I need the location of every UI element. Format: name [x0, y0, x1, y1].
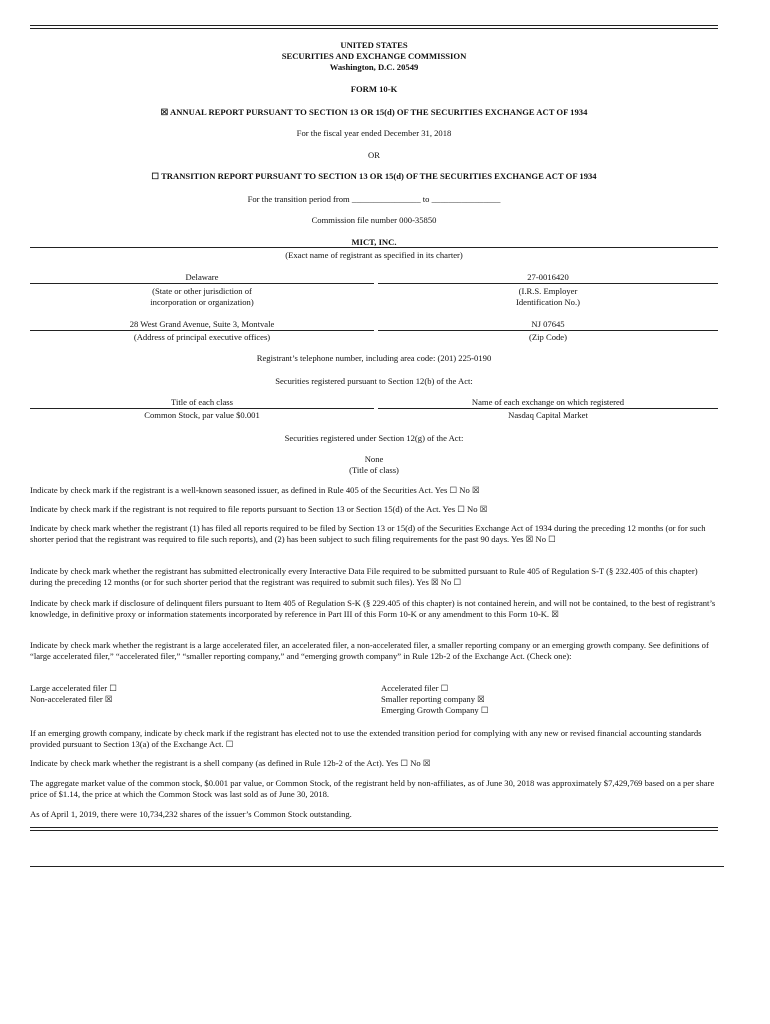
bottom-double-rule	[30, 827, 718, 831]
ein-caption-1: (I.R.S. Employer	[518, 286, 578, 296]
not-required-check: Indicate by check mark if the registrant is not required to file reports pursuant to Section 13 or Section 15(d) of the Act. Yes ☐ No ☒	[30, 504, 488, 514]
fiscal-year-line: For the fiscal year ended December 31, 2018	[296, 128, 452, 138]
section-12g-caption: (Title of class)	[349, 465, 399, 475]
address-caption: (Address of principal executive offices)	[133, 332, 271, 342]
agency-line-2: SECURITIES AND EXCHANGE COMMISSION	[281, 51, 467, 61]
emerging-growth-company: Emerging Growth Company ☐	[381, 705, 489, 715]
registrant-name-rule	[30, 247, 718, 248]
address-rule	[30, 330, 374, 331]
class-title-rule	[30, 408, 374, 409]
ein-caption-2: Identification No.)	[516, 297, 580, 307]
section-12b-heading: Securities registered pursuant to Section 12(b) of the Act:	[275, 376, 473, 386]
ein-rule	[378, 283, 718, 284]
class-title-header: Title of each class	[171, 397, 233, 407]
section-12g-heading: Securities registered under Section 12(g) of the Act:	[284, 433, 464, 443]
state-caption-2: incorporation or organization)	[150, 297, 254, 307]
zip-rule	[378, 330, 718, 331]
shell-company-check: Indicate by check mark whether the registrant is a shell company (as defined in Rule 12b-2 of the Act). Yes ☐ No ☒	[30, 758, 431, 768]
exchange-rule	[378, 408, 718, 409]
page-end-rule	[30, 866, 724, 867]
address-value: 28 West Grand Avenue, Suite 3, Montvale	[129, 319, 275, 329]
interactive-data-check: Indicate by check mark whether the registrant has submitted electronically every Interactive Data File required to be submitted pursuant to Rule 405 of Regulation S-T (§ 232.405 of this chapter) during the preceding 12 months (or for such shorter period that the registrant was required to submit such files). Yes ☒ No ☐	[30, 566, 698, 587]
or-line: OR	[368, 150, 380, 160]
exchange-value: Nasdaq Capital Market	[508, 410, 588, 420]
shares-outstanding-paragraph: As of April 1, 2019, there were 10,734,232 shares of the issuer’s Common Stock outstanding.	[30, 809, 352, 819]
telephone-line: Registrant’s telephone number, including area code: (201) 225-0190	[256, 353, 492, 363]
exchange-header: Name of each exchange on which registered	[471, 397, 625, 407]
annual-report-line: ☒ ANNUAL REPORT PURSUANT TO SECTION 13 OR 15(d) OF THE SECURITIES EXCHANGE ACT OF 1934	[160, 107, 588, 117]
filer-status-check: Indicate by check mark whether the registrant is a large accelerated filer, an accelerated filer, a non-accelerated filer, a smaller reporting company or an emerging growth company. See definitions of “large accelerated filer,” “accelerated filer,” “smaller reporting company,” and “emerging growth company” in Rule 12b-2 of the Exchange Act. (Check one):	[30, 640, 709, 661]
non-accelerated-filer: Non-accelerated filer ☒	[30, 694, 113, 704]
transition-election-check: If an emerging growth company, indicate by check mark if the registrant has elected not to use the extended transition period for complying with any new or revised financial accounting standards provided pursuant to Section 13(a) of the Exchange Act. ☐	[30, 728, 702, 749]
delinquent-filers-check: Indicate by check mark if disclosure of delinquent filers pursuant to Item 405 of Regulation S-K (§ 229.405 of this chapter) is not contained herein, and will not be contained, to the best of registrant’s knowledge, in definitive proxy or information statements incorporated by reference in Part III of this Form 10-K or any amendment to this Form 10-K. ☒	[30, 598, 716, 619]
large-accelerated-filer: Large accelerated filer ☐	[30, 683, 117, 693]
state-caption-1: (State or other jurisdiction of	[152, 286, 252, 296]
form-title: FORM 10-K	[350, 84, 398, 94]
class-title-value: Common Stock, par value $0.001	[144, 410, 260, 420]
top-double-rule	[30, 25, 718, 29]
section-12g-value: None	[364, 454, 384, 464]
commission-file-number: Commission file number 000-35850	[311, 215, 437, 225]
zip-value: NJ 07645	[531, 319, 565, 329]
state-rule	[30, 283, 374, 284]
state-value: Delaware	[185, 272, 219, 282]
filed-reports-check: Indicate by check mark whether the registrant (1) has filed all reports required to be filed by Section 13 or 15(d) of the Securities Exchange Act of 1934 during the preceding 12 months (or for such shorter period that the registrant was required to file such reports), and (2) has been subject to such filing requirements for the past 90 days. Yes ☒ No ☐	[30, 523, 706, 544]
transition-period-line: For the transition period from ________________ to ________________	[247, 194, 501, 204]
agency-line-3: Washington, D.C. 20549	[329, 62, 419, 72]
market-value-paragraph: The aggregate market value of the common stock, $0.001 par value, or Common Stock, of the registrant held by non-affiliates, as of June 30, 2018 was approximately $7,429,769 based on a per share price of $1.14, the price at which the Common Stock was last sold as of June 30, 2018.	[30, 778, 715, 799]
zip-caption: (Zip Code)	[529, 332, 567, 342]
registrant-name-caption: (Exact name of registrant as specified in its charter)	[285, 250, 463, 260]
registrant-name: MICT, INC.	[351, 237, 397, 247]
wksi-check: Indicate by check mark if the registrant is a well-known seasoned issuer, as defined in Rule 405 of the Securities Act. Yes ☐ No ☒	[30, 485, 480, 495]
ein-value: 27-0016420	[527, 272, 569, 282]
agency-line-1: UNITED STATES	[340, 40, 408, 50]
smaller-reporting-company: Smaller reporting company ☒	[381, 694, 485, 704]
accelerated-filer: Accelerated filer ☐	[381, 683, 449, 693]
transition-report-line: ☐ TRANSITION REPORT PURSUANT TO SECTION 13 OR 15(d) OF THE SECURITIES EXCHANGE ACT OF 1934	[151, 171, 597, 181]
